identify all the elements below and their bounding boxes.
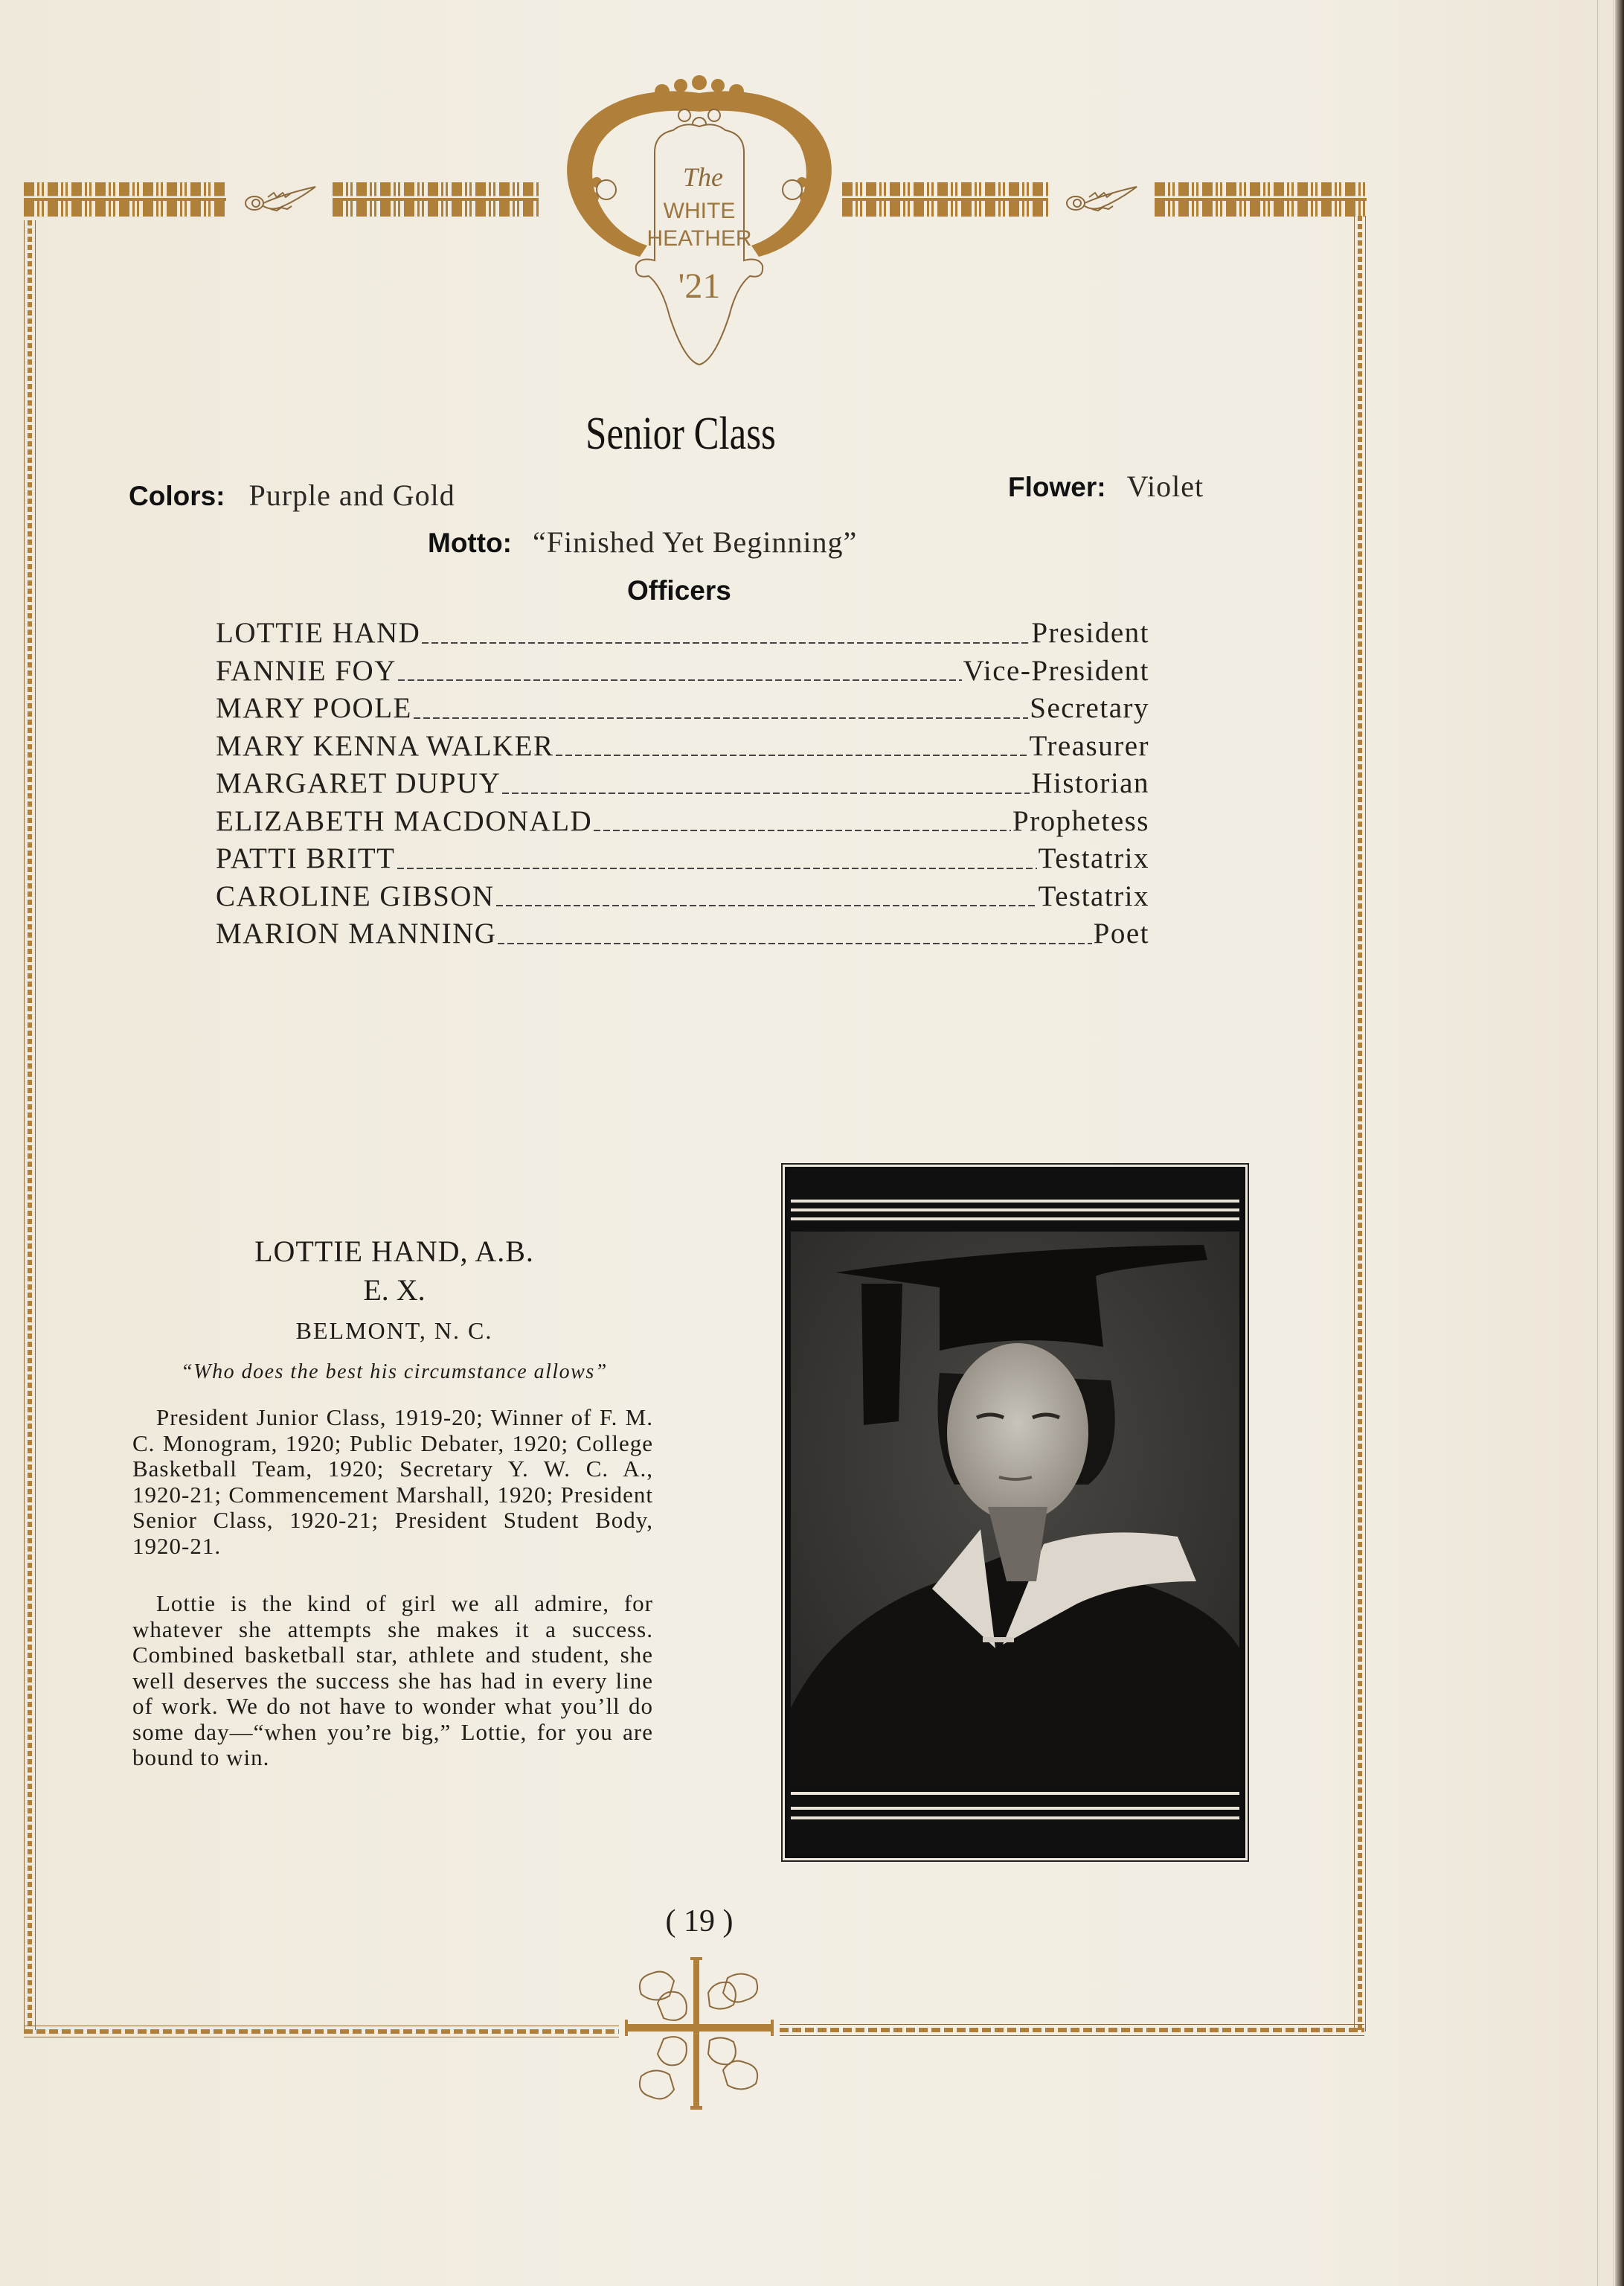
photo-stripe xyxy=(791,1807,1239,1810)
fret-bar-1 xyxy=(24,198,226,201)
officer-name: FANNIE FOY xyxy=(216,654,397,687)
flower-line xyxy=(1008,469,1204,504)
officer-row xyxy=(216,917,1149,955)
profile-description: Lottie is the kind of girl we all admire, for whatever she attempts she makes it a success. Combined basketball star, athlete and student, she well deserves the success she has had in every line of work. We do not have to wonder what you’ll do some day—“when you’re big,” Lottie, for you are bound to win. xyxy=(132,1590,653,1770)
officer-name: MARY POOLE xyxy=(216,692,412,724)
officer-name: MARGARET DUPUY xyxy=(216,767,501,799)
photo-stripe xyxy=(791,1816,1239,1819)
frame-bottom-border-left xyxy=(24,2026,619,2037)
profile-society: E. X. xyxy=(363,1273,426,1307)
officer-row xyxy=(216,691,1149,729)
dot-leader xyxy=(498,943,1091,944)
profile-activities: President Junior Class, 1919-20; Winner of F. M. C. Monogram, 1920; Public Debater, 1920; College Basketball Team, 1920; Secretary Y. W. C. A., 1920-21; Commencement Marshall, 1920; President Senior Class, 1920-21; President Student Body, 1920-21. xyxy=(132,1404,653,1559)
colors-label: Colors: xyxy=(129,481,225,511)
officer-role: Prophetess xyxy=(1012,804,1149,837)
thistle-ornament-right-icon xyxy=(1059,185,1141,214)
page-edge-shadow xyxy=(1615,0,1624,2286)
dot-leader xyxy=(422,642,1030,644)
flower-label: Flower: xyxy=(1008,472,1106,502)
profile-hometown: BELMONT, N. C. xyxy=(295,1317,493,1344)
colors-value: Purple and Gold xyxy=(248,478,455,512)
motto-value: “Finished Yet Beginning” xyxy=(533,525,858,559)
officer-role: Testatrix xyxy=(1038,880,1149,912)
officer-row xyxy=(216,766,1149,804)
svg-text:'21: '21 xyxy=(678,266,721,306)
profile-name: LOTTIE HAND, A.B. xyxy=(254,1235,534,1268)
thistle-ornament-left-icon xyxy=(238,185,320,214)
frame-left-border xyxy=(24,220,36,2030)
officer-name: LOTTIE HAND xyxy=(216,617,421,649)
officer-name: PATTI BRITT xyxy=(216,842,396,874)
fret-bar-2 xyxy=(333,198,539,201)
colors-line xyxy=(129,478,455,513)
officer-row xyxy=(216,654,1149,692)
dot-leader xyxy=(502,793,1030,794)
motto-line xyxy=(428,525,857,560)
dot-leader xyxy=(398,679,962,681)
officer-role: Secretary xyxy=(1030,692,1149,724)
graduate-portrait-image xyxy=(791,1232,1239,1786)
profile-quote: “Who does the best his circumstance allows” xyxy=(181,1360,608,1383)
profile-photo xyxy=(785,1167,1245,1858)
photo-stripe xyxy=(791,1200,1239,1203)
dot-leader xyxy=(594,830,1011,831)
officer-role: Treasurer xyxy=(1029,729,1149,762)
frame-right-border xyxy=(1354,216,1366,2032)
officer-role: President xyxy=(1031,617,1149,649)
officer-name: MARY KENNA WALKER xyxy=(216,729,554,762)
page-title: Senior Class xyxy=(585,409,776,459)
officer-row xyxy=(216,729,1149,767)
officer-name: ELIZABETH MACDONALD xyxy=(216,804,593,837)
officer-row xyxy=(216,804,1149,842)
svg-text:The: The xyxy=(683,162,723,192)
photo-stripe xyxy=(791,1208,1239,1211)
officer-role: Poet xyxy=(1093,918,1149,950)
svg-text:HEATHER: HEATHER xyxy=(646,226,752,251)
officers-heading: Officers xyxy=(627,575,731,606)
page-number: ( 19 ) xyxy=(665,1904,734,1938)
officer-row xyxy=(216,616,1149,654)
dot-leader xyxy=(496,905,1037,906)
fret-bar-4 xyxy=(1155,198,1367,201)
officer-name: MARION MANNING xyxy=(216,918,497,950)
officer-role: Testatrix xyxy=(1038,842,1149,874)
cross-flower-ornament-icon xyxy=(625,1957,774,2110)
dot-leader xyxy=(414,717,1028,719)
flower-value: Violet xyxy=(1126,470,1204,503)
white-heather-emblem-icon xyxy=(551,71,848,368)
frame-bottom-border-right xyxy=(780,2024,1364,2036)
officer-role: Vice-President xyxy=(963,654,1149,687)
dot-leader xyxy=(556,755,1028,756)
fret-bar-3 xyxy=(842,198,1048,201)
officer-row xyxy=(216,842,1149,880)
svg-text:WHITE: WHITE xyxy=(663,199,736,223)
dot-leader xyxy=(397,868,1037,869)
photo-stripe xyxy=(791,1217,1239,1220)
officers-list xyxy=(216,616,1149,955)
photo-stripe xyxy=(791,1792,1239,1795)
motto-label: Motto: xyxy=(428,528,512,558)
page-edge-lines xyxy=(1597,0,1614,2286)
officer-role: Historian xyxy=(1031,767,1149,799)
officer-name: CAROLINE GIBSON xyxy=(216,880,495,912)
officer-row xyxy=(216,880,1149,918)
